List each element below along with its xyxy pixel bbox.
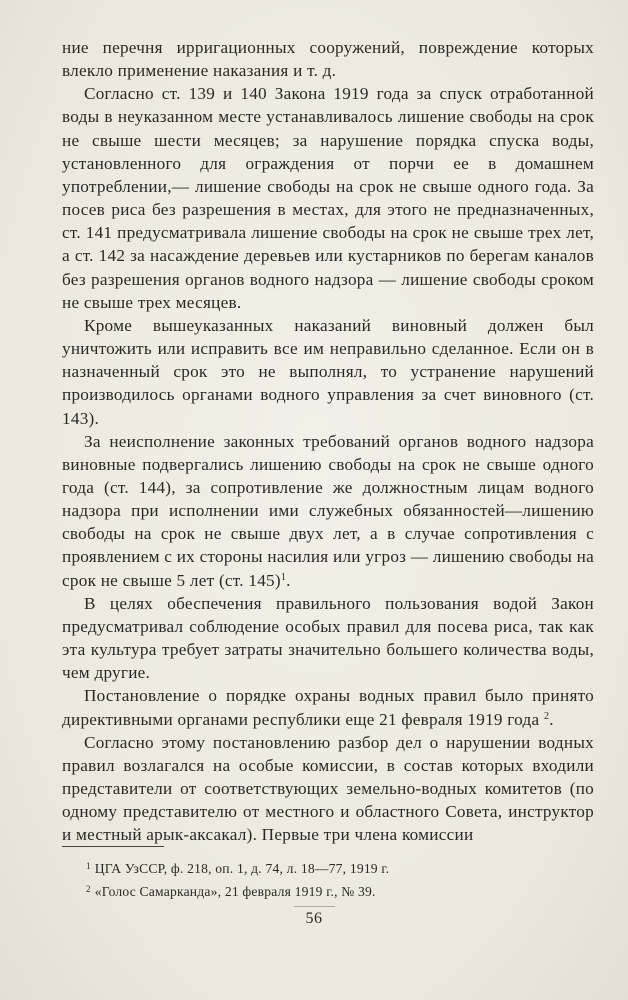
body-text xyxy=(62,36,594,846)
paragraph-rice-rules: В целях обеспечения правильного пользования водой Закон предусматривал соблюдение особых правил для посева риса, так как эта культура требует затраты значительно большего количества воды, чем другие. xyxy=(62,593,594,683)
footnote-text: ЦГА УзССР, ф. 218, оп. 1, д. 74, л. 18—77, 1919 г. xyxy=(94,861,390,876)
footnote-1 xyxy=(86,856,596,879)
footnote-ref-1: 1 xyxy=(280,571,287,583)
paragraph-resolution: Постановление о порядке охраны водных правил было принято директивными органами республики еще 21 февраля 1919 года $^2$. xyxy=(62,686,594,729)
page-number-value: 56 xyxy=(306,906,323,928)
footnotes xyxy=(86,856,596,902)
paragraph-art-139-142: Согласно ст. 139 и 140 Закона 1919 года за спуск отработанной воды в неуказанном месте устанавливалось лишение свободы на срок не свыше шести месяцев; за нарушение порядка спуска воды, установленного для ограждения от порчи ее в домашнем употреблении,— лишение свободы на срок не свыше одного года. За посев риса без разрешения в местах, для этого не предназначенных, ст. 141 предусматривала лишение свободы на срок не свыше трех лет, а ст. 142 за насаждение деревьев или кустарников по берегам каналов без разрешения органов водного надзора — лишение свободы сроком не свыше трех месяцев. xyxy=(62,84,594,312)
paragraph-continuation: ние перечня ирригационных сооружений, повреждение которых влекло применение наказания и т. д. xyxy=(62,38,594,81)
footnote-mark: 2 xyxy=(86,884,91,894)
footnote-text: «Голос Самарканда», 21 февраля 1919 г., № 39. xyxy=(94,884,376,899)
paragraph-commissions: Согласно этому постановлению разбор дел о нарушении водных правил возлагался на особые комиссии, в состав которых входили представители от соответствующих земельно-водных комитетов (по одному представителю от местного и областного Совета, инструктор и местный арык-аксакал). Первые три члена комиссии xyxy=(62,732,594,845)
footnote-2 xyxy=(86,879,596,902)
paragraph-art-144-145: За неисполнение законных требований органов водного надзора виновные подвергались лишению свободы на срок не свыше одного года (ст. 144), за сопротивление же должностным лицам водного надзора при исполнении ими служебных обязанностей—лишению свободы на срок не свыше двух лет, а в случае сопротивления с проявлением с их стороны насилия или угроз — лишению свободы на срок не свыше 5 лет (ст. 145)$^1$. xyxy=(62,431,594,590)
footnote-divider xyxy=(62,846,164,847)
footnote-ref-2: 2 xyxy=(543,710,550,722)
paragraph-art-143: Кроме вышеуказанных наказаний виновный должен был уничтожить или исправить все им неправильно сделанное. Если он в назначенный срок это не выполнял, то устранение нарушений производилось органами водного управления за счет виновного (ст. 143). xyxy=(62,315,594,428)
page-number xyxy=(0,906,628,928)
footnote-mark: 1 xyxy=(86,861,91,871)
